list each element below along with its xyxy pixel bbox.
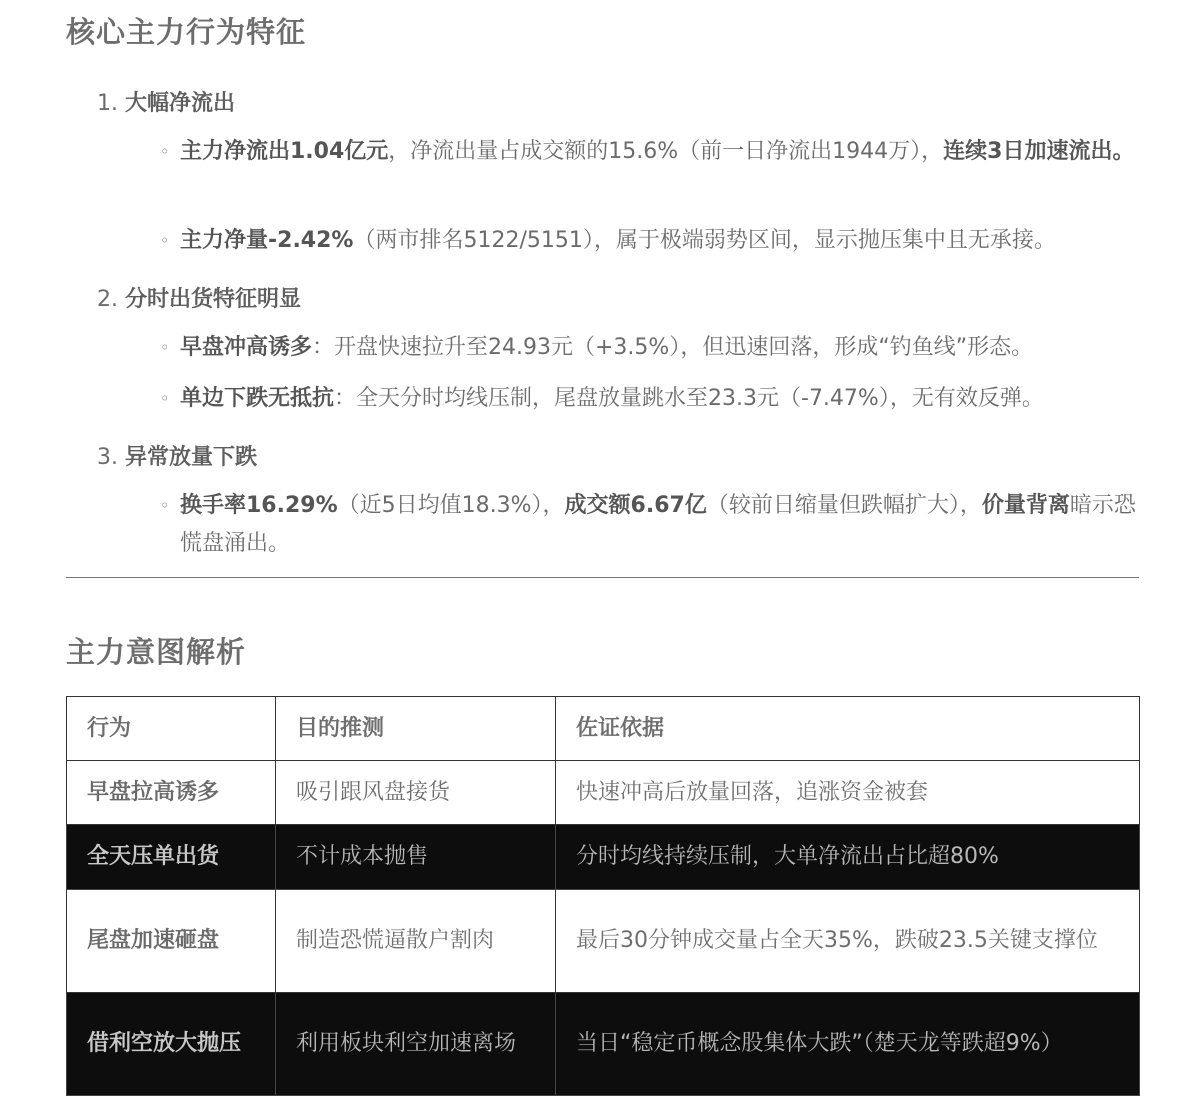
plain-text: ：开盘快速拉升至24.93元（+3.5%），但迅速回落，形成“钓鱼线”形态。 xyxy=(312,335,1034,360)
list-number: 3. xyxy=(97,445,118,470)
bullet-item xyxy=(160,487,1140,563)
bullet-text xyxy=(180,487,1140,563)
table-cell-purpose: 吸引跟风盘接货 xyxy=(276,761,556,825)
list-number: 1. xyxy=(97,91,118,116)
bold-text: 主力净流出1.04亿元 xyxy=(180,139,389,164)
table-header-row xyxy=(67,697,1140,761)
table-row xyxy=(67,825,1140,890)
bold-text: 换手率16.29% xyxy=(180,493,338,518)
list-item-title: 异常放量下跌 xyxy=(125,445,258,470)
intent-table xyxy=(66,696,1140,1096)
table-cell-behavior: 借利空放大抛压 xyxy=(67,993,276,1096)
table-row xyxy=(67,890,1140,993)
table-cell-evidence: 最后30分钟成交量占全天35%，跌破23.5关键支撑位 xyxy=(556,890,1140,993)
bullet-circle-icon: ◦ xyxy=(160,231,170,250)
table-header-cell: 目的推测 xyxy=(276,697,556,761)
list-item-1-heading xyxy=(97,86,235,117)
table-cell-evidence: 快速冲高后放量回落，追涨资金被套 xyxy=(556,761,1140,825)
table-cell-purpose: 不计成本抛售 xyxy=(276,825,556,890)
bullet-circle-icon: ◦ xyxy=(160,338,170,357)
horizontal-divider xyxy=(66,577,1139,578)
bold-text: 连续3日加速流出。 xyxy=(943,139,1135,164)
plain-text: ：全天分时均线压制，尾盘放量跳水至23.3元（-7.47%），无有效反弹。 xyxy=(334,386,1044,411)
bullet-text xyxy=(180,222,1140,260)
table-cell-purpose: 制造恐慌逼散户割肉 xyxy=(276,890,556,993)
table-cell-behavior: 全天压单出货 xyxy=(67,825,276,890)
list-item-title: 大幅净流出 xyxy=(125,91,236,116)
bullet-text xyxy=(180,380,1140,418)
section-title-intent-analysis: 主力意图解析 xyxy=(66,635,247,669)
plain-text: （近5日均值18.3%）， xyxy=(337,493,565,518)
section-title-core-behavior: 核心主力行为特征 xyxy=(66,15,307,49)
table-header-cell: 佐证依据 xyxy=(556,697,1140,761)
bullet-item xyxy=(160,380,1140,418)
table-row xyxy=(67,993,1140,1096)
table-header-cell: 行为 xyxy=(67,697,276,761)
bold-text: 价量背离 xyxy=(981,493,1070,518)
bold-text: 成交额6.67亿 xyxy=(564,493,707,518)
bold-text: 主力净量-2.42% xyxy=(180,228,354,253)
list-number: 2. xyxy=(97,287,118,312)
bullet-text xyxy=(180,133,1140,171)
list-item-2-heading xyxy=(97,282,301,313)
table-cell-purpose: 利用板块利空加速离场 xyxy=(276,993,556,1096)
bullet-circle-icon: ◦ xyxy=(160,142,170,161)
plain-text: （两市排名5122/5151），属于极端弱势区间，显示抛压集中且无承接。 xyxy=(353,228,1056,253)
table-cell-behavior: 尾盘加速砸盘 xyxy=(67,890,276,993)
bullet-circle-icon: ◦ xyxy=(160,496,170,515)
bullet-item xyxy=(160,329,1140,367)
table-cell-evidence: 当日“稳定币概念股集体大跌”（楚天龙等跌超9%） xyxy=(556,993,1140,1096)
plain-text: 暗示恐慌盘涌出。 xyxy=(180,493,1136,556)
plain-text: ，净流出量占成交额的15.6%（前一日净流出1944万）， xyxy=(388,139,944,164)
table-row xyxy=(67,761,1140,825)
bold-text: 早盘冲高诱多 xyxy=(180,335,313,360)
bullet-item xyxy=(160,222,1140,260)
bullet-item xyxy=(160,133,1140,171)
table-cell-evidence: 分时均线持续压制，大单净流出占比超80% xyxy=(556,825,1140,890)
plain-text: （较前日缩量但跌幅扩大）， xyxy=(706,493,982,518)
table-cell-behavior: 早盘拉高诱多 xyxy=(67,761,276,825)
list-item-3-heading xyxy=(97,440,257,471)
bullet-text xyxy=(180,329,1140,367)
list-item-title: 分时出货特征明显 xyxy=(125,287,302,312)
bullet-circle-icon: ◦ xyxy=(160,389,170,408)
bold-text: 单边下跌无抵抗 xyxy=(180,386,335,411)
